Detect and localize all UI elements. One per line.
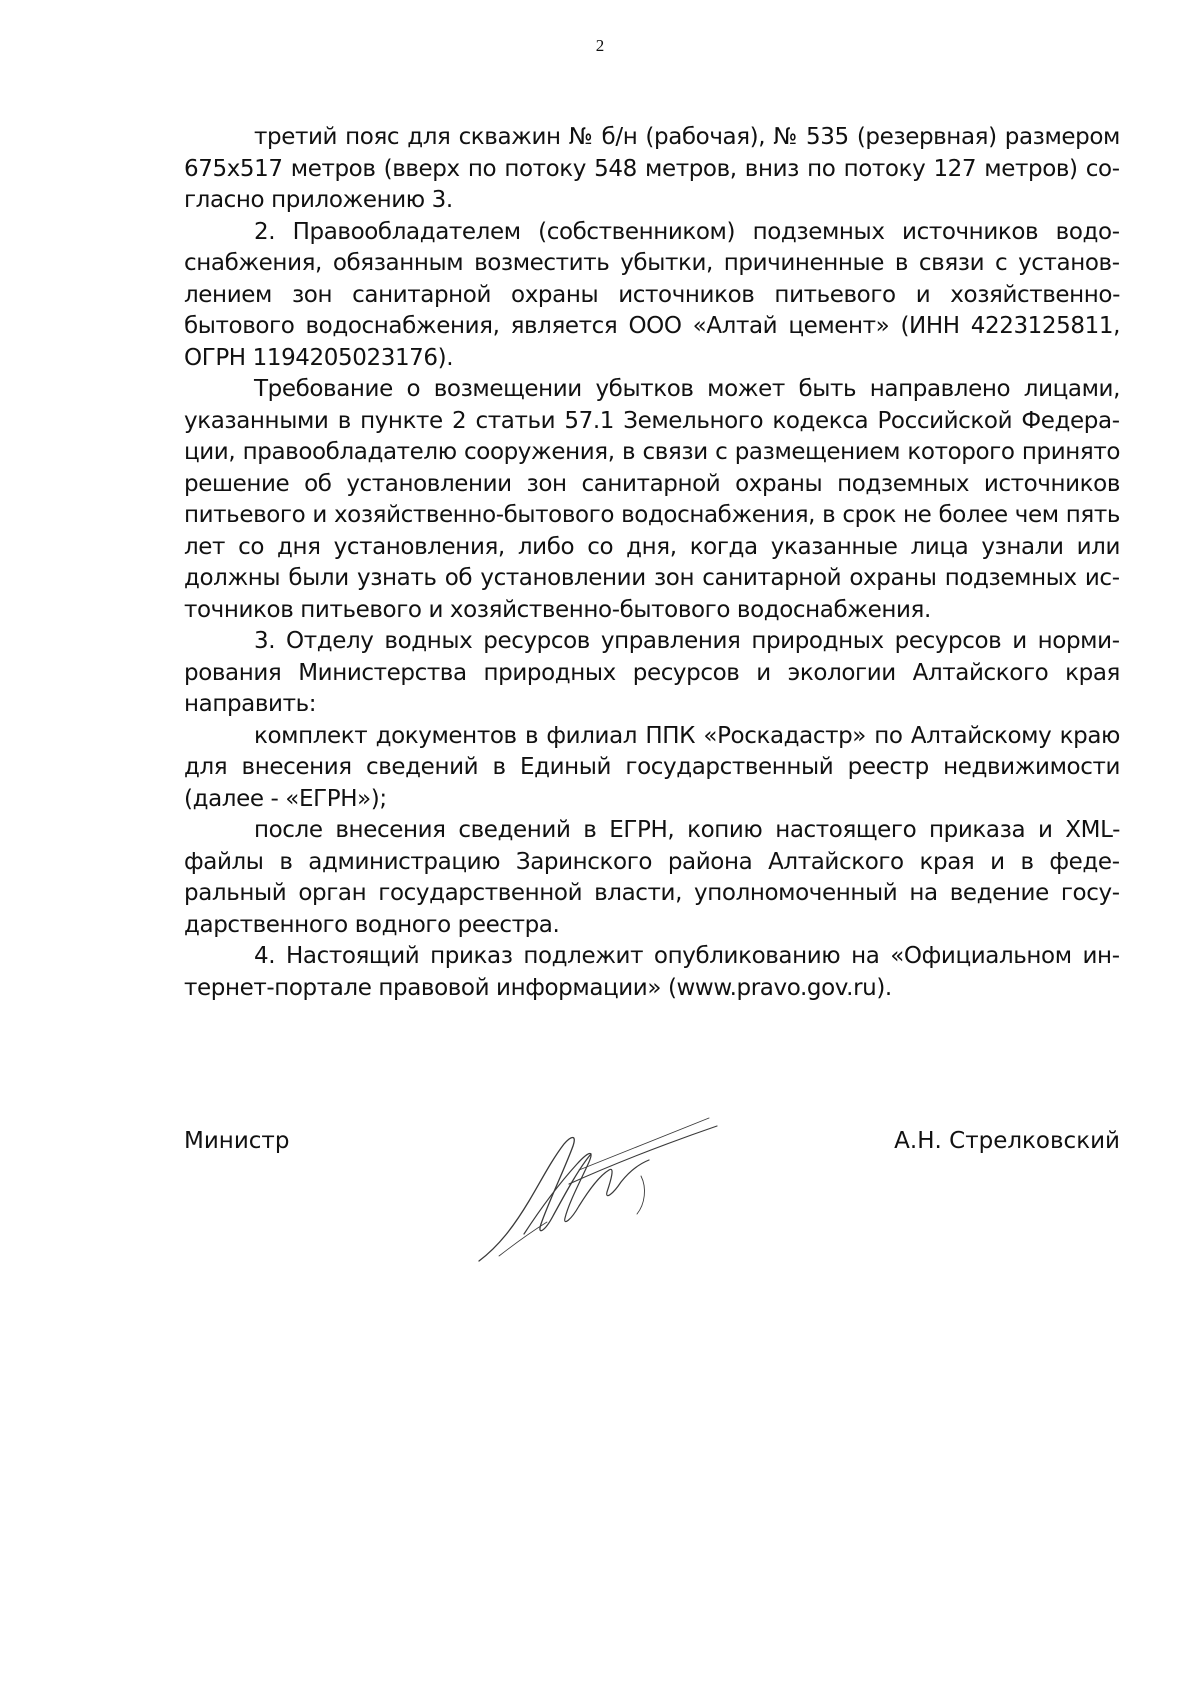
- page-number: 2: [595, 36, 605, 55]
- signature-block: [184, 1128, 1120, 1288]
- document-body: [184, 122, 1120, 1004]
- paragraph: 2. Правообладателем (собственником) подземных источников водоснабжения, обязанным возместить убытки, причиненные в связи с установлением зон санитарной охраны источников питьевого и хозяйственно-бытового водоснабжения, является ООО «Алтай цемент» (ИНН 4223125811, ОГРН 1194205023176).: [184, 218, 1120, 371]
- paragraph: комплект документов в филиал ППК «Роскадастр» по Алтайскому краю для внесения сведений в Единый государственный реестр недвижимости (далее - «ЕГРН»);: [184, 722, 1120, 812]
- handwritten-signature-icon: [469, 1106, 729, 1266]
- signatory-position: Министр: [184, 1128, 290, 1154]
- paragraph: после внесения сведений в ЕГРН, копию настоящего приказа и XML-файлы в администрацию Заринского района Алтайского края и в федеральный орган государственной власти, уполномоченный на ведение государственного водного реестра.: [184, 817, 1120, 938]
- paragraph: 3. Отделу водных ресурсов управления природных ресурсов и нормирования Министерства природных ресурсов и экологии Алтайского края направить:: [184, 628, 1120, 717]
- paragraph: 4. Настоящий приказ подлежит опубликованию на «Официальном интернет-портале правовой информации» (www.pravo.gov.ru).: [184, 943, 1120, 1001]
- paragraph: третий пояс для скважин № б/н (рабочая), № 535 (резервная) размером 675x517 метров (вверх по потоку 548 метров, вниз по потоку 127 метров) согласно приложению 3.: [184, 124, 1120, 213]
- paragraph: Требование о возмещении убытков может быть направлено лицами, указанными в пункте 2 статьи 57.1 Земельного кодекса Российской Федерации, правообладателю сооружения, в связи с размещением которого принято решение об установлении зон санитарной охраны подземных источников питьевого и хозяйственно-бытового водоснабжения, в срок не более чем пять лет со дня установления, либо со дня, когда указанные лица узнали или должны были узнать об установлении зон санитарной охраны подземных источников питьевого и хозяйственно-бытового водоснабжения.: [184, 376, 1120, 623]
- signatory-name: А.Н. Стрелковский: [894, 1128, 1120, 1154]
